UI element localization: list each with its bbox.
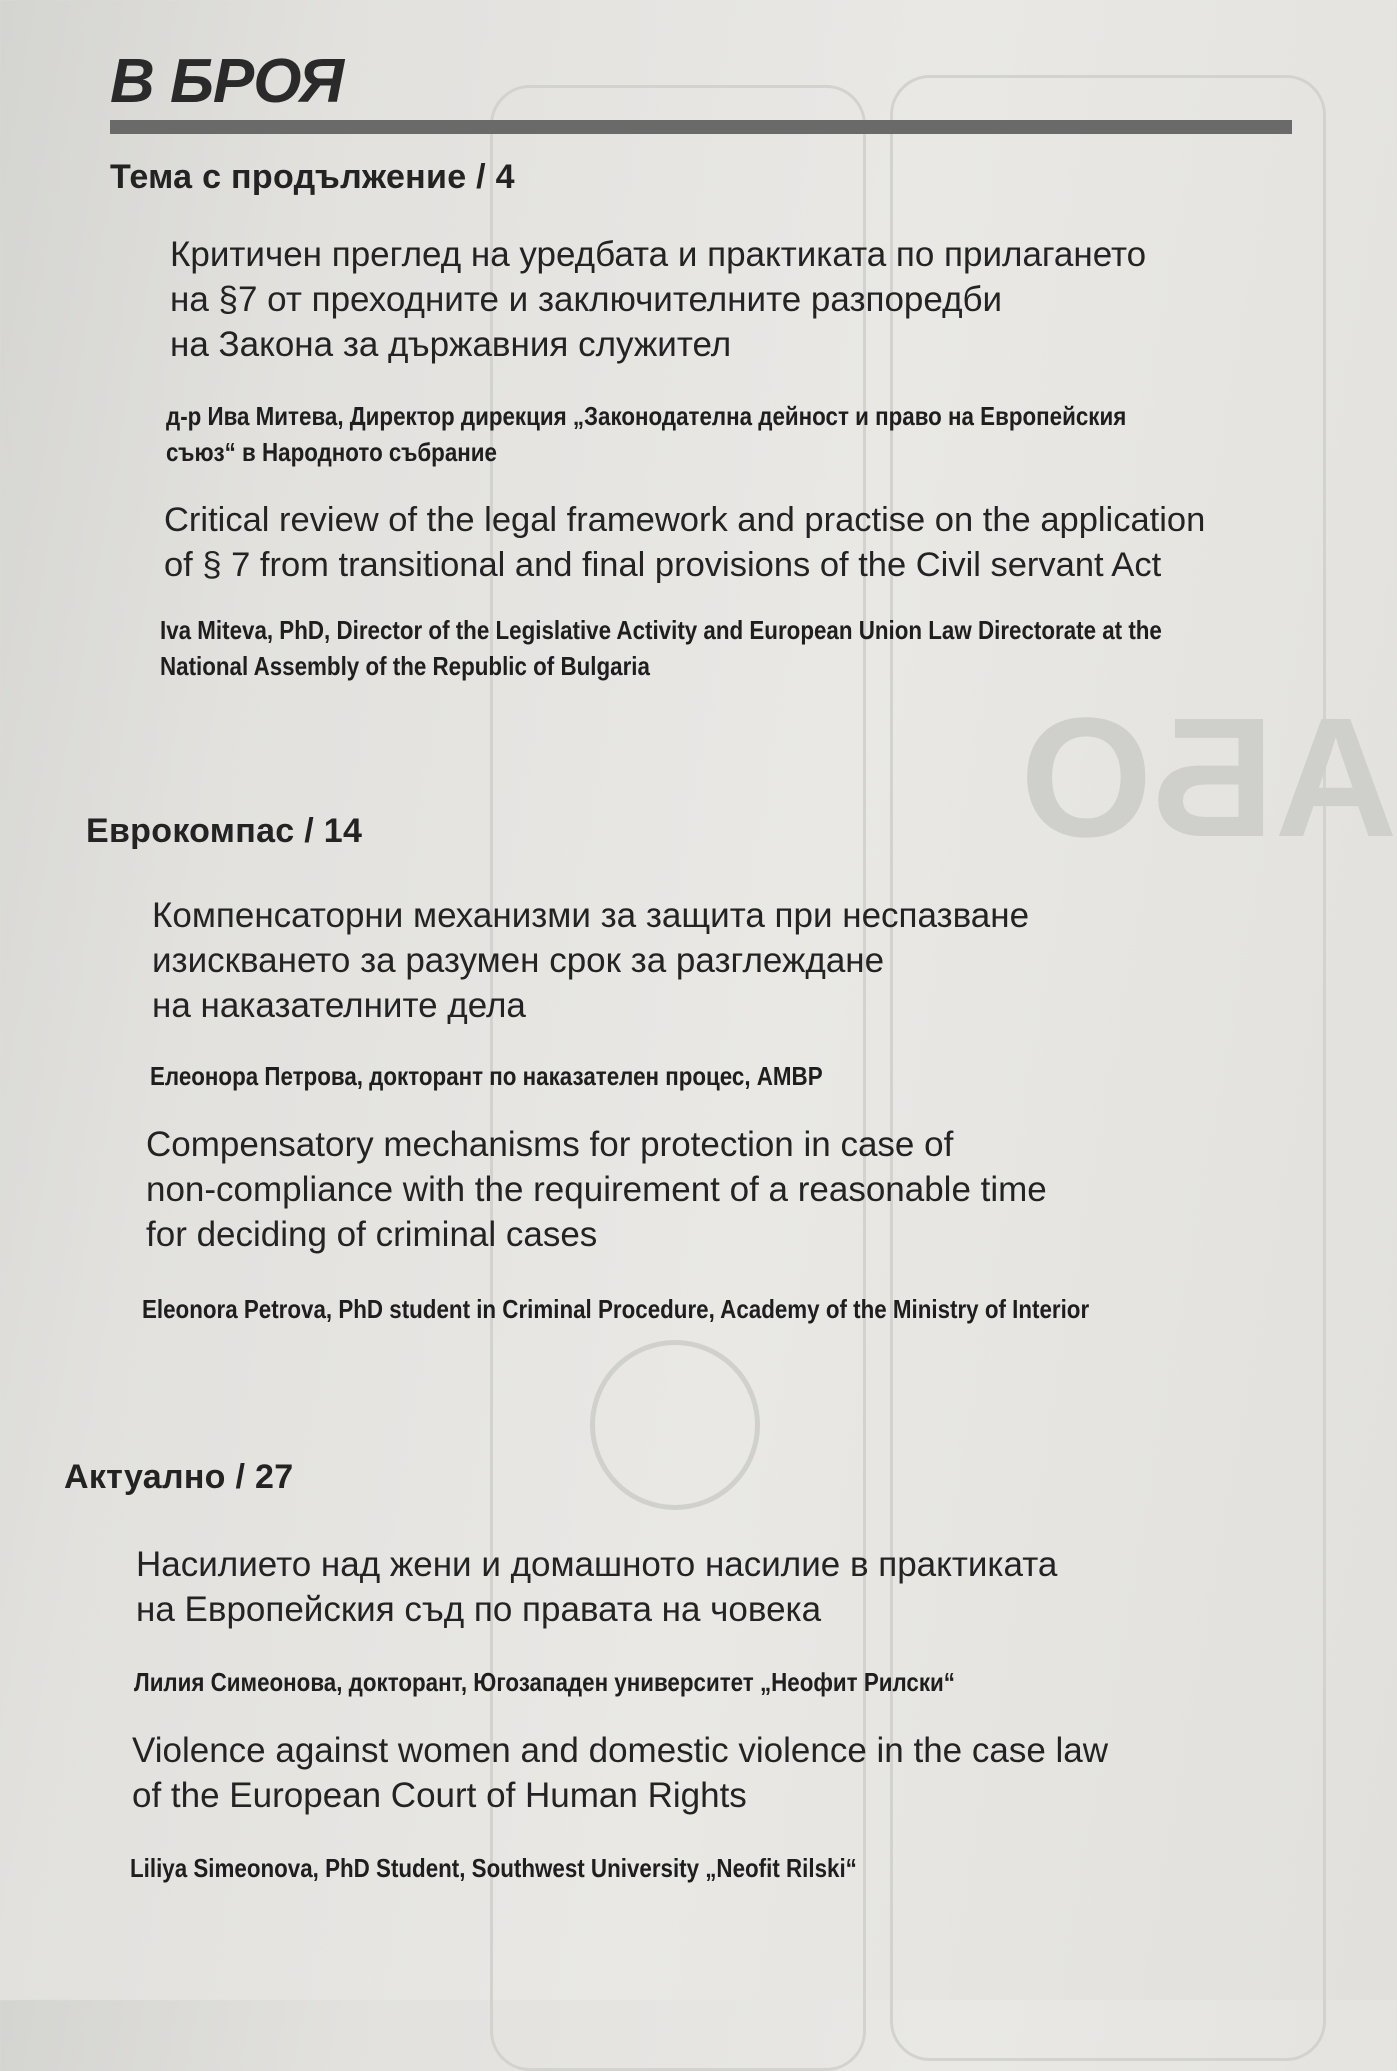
author-line: Liliya Simeonova, PhD Student, Southwest University „Neofit Rilski“ [130, 1853, 857, 1883]
title-line: for deciding of criminal cases [146, 1215, 598, 1254]
author-line: Лилия Симеонова, докторант, Югозападен университет „Неофит Рилски“ [134, 1667, 955, 1697]
section-name: Актуално [64, 1458, 226, 1496]
section-page: 4 [495, 158, 515, 196]
title-line: на §7 от преходните и заключителните разпоредби [170, 280, 1003, 319]
section-separator: / [476, 158, 486, 196]
title-line: Violence against women and domestic violence in the case law [132, 1731, 1109, 1770]
section-title [64, 1458, 293, 1497]
title-rule [110, 120, 1292, 134]
author-line: съюз“ в Народното събрание [166, 437, 497, 467]
section-name: Тема с продължение [110, 158, 467, 196]
article-title-bg [170, 232, 1146, 367]
article-title-bg [152, 893, 1029, 1028]
article-title-en [146, 1122, 1047, 1257]
title-line: на наказателните дела [152, 986, 526, 1025]
section-separator: / [235, 1458, 246, 1496]
title-line: на Закона за държавния служител [170, 325, 732, 364]
title-line: of the European Court of Human Rights [132, 1776, 747, 1815]
author-line: National Assembly of the Republic of Bulgaria [160, 651, 650, 681]
title-line: Насилието над жени и домашното насилие в практиката [136, 1545, 1058, 1584]
article-title-bg [136, 1542, 1057, 1632]
article-author-bg [150, 1058, 932, 1094]
article-author-bg [166, 398, 1283, 470]
article-author-en [142, 1291, 1243, 1327]
section-title [86, 812, 362, 851]
article-author-bg [134, 1664, 1089, 1700]
section-page: 27 [255, 1458, 294, 1496]
section-title [110, 158, 515, 197]
article-title-en [164, 498, 1205, 588]
section-name: Еврокомпас [86, 812, 295, 850]
article-author-en [160, 612, 1325, 684]
title-line: Критичен преглед на уредбата и практиката по прилагането [170, 235, 1147, 274]
title-line: Critical review of the legal framework and practise on the application [164, 501, 1206, 539]
title-line: изискването за разумен срок за разглеждане [152, 941, 885, 980]
title-line: non-compliance with the requirement of a reasonable time [146, 1170, 1047, 1209]
page-title: В БРОЯ [110, 47, 344, 116]
bleed-watermark: АБО [1020, 683, 1397, 873]
author-line: Елеонора Петрова, докторант по наказателен процес, АМВР [150, 1061, 823, 1091]
author-line: д-р Ива Митева, Директор дирекция „Законодателна дейност и право на Европейския [166, 401, 1127, 431]
title-line: Компенсаторни механизми за защита при неспазване [152, 896, 1030, 935]
author-line: Eleonora Petrova, PhD student in Criminal Procedure, Academy of the Ministry of Interior [142, 1294, 1090, 1324]
section-page: 14 [323, 812, 363, 850]
title-line: of § 7 from transitional and final provisions of the Civil servant Act [164, 546, 1162, 584]
article-author-en [130, 1850, 975, 1886]
section-separator: / [304, 812, 315, 850]
article-title-en [132, 1728, 1108, 1818]
author-line: Iva Miteva, PhD, Director of the Legislative Activity and European Union Law Directorate at the [160, 615, 1162, 645]
title-line: на Европейския съд по правата на човека [136, 1590, 822, 1629]
title-line: Compensatory mechanisms for protection in case of [146, 1125, 954, 1164]
